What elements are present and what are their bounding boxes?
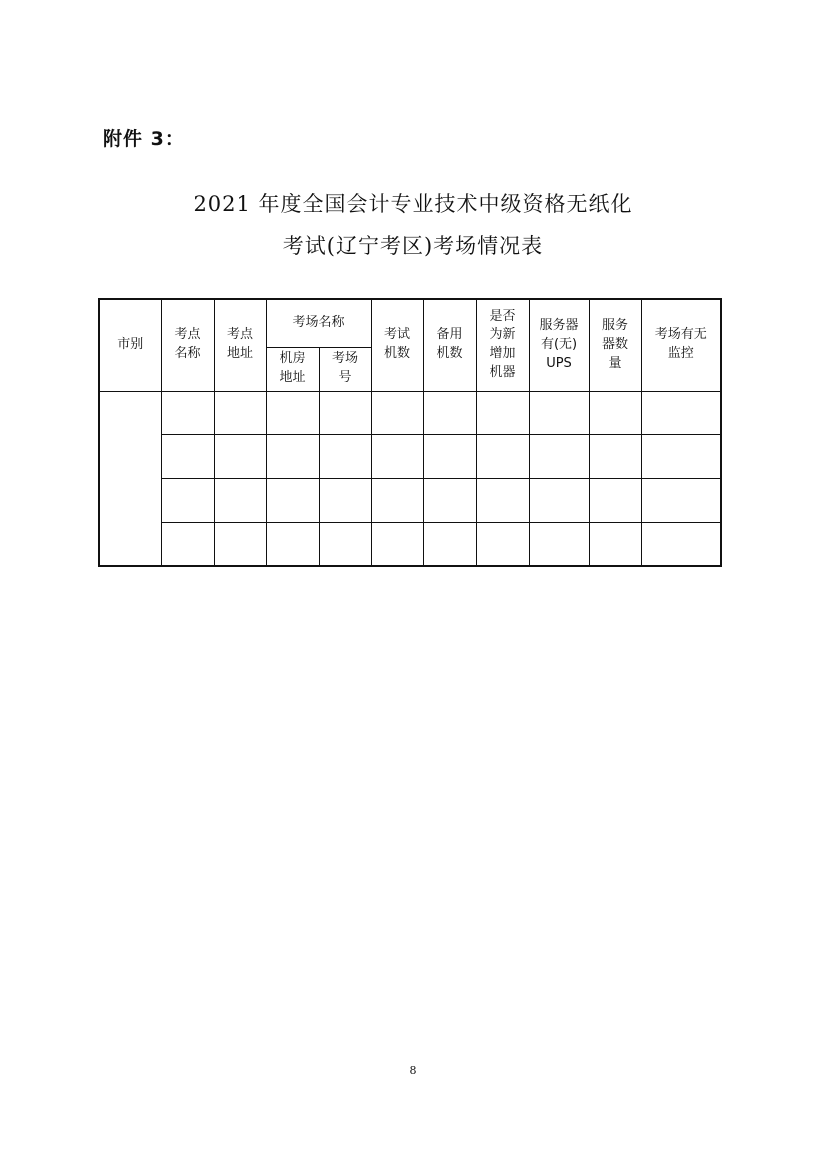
header-site-name: 考点 名称 (161, 299, 214, 391)
table-cell (589, 434, 641, 478)
table-cell (641, 434, 721, 478)
table-cell (214, 478, 266, 522)
table-cell (423, 522, 476, 566)
title-line-1: 2021 年度全国会计专业技术中级资格无纸化 (193, 192, 633, 216)
table-cell (161, 522, 214, 566)
table-cell (589, 478, 641, 522)
table-cell (266, 391, 319, 434)
header-monitoring: 考场有无 监控 (641, 299, 721, 391)
table-cell (641, 478, 721, 522)
table-cell (476, 478, 529, 522)
table-cell (423, 478, 476, 522)
table-cell (641, 522, 721, 566)
table-row (99, 522, 721, 566)
title-line-2: 考试(辽宁考区)考场情况表 (282, 234, 544, 258)
header-new-machines: 是否 为新 增加 机器 (476, 299, 529, 391)
table-cell (529, 478, 589, 522)
table-row (99, 434, 721, 478)
table-cell (423, 391, 476, 434)
table-cell (214, 391, 266, 434)
header-server-count: 服务 器数 量 (589, 299, 641, 391)
table-row (99, 478, 721, 522)
table-cell (214, 434, 266, 478)
table-cell (371, 434, 423, 478)
header-server-ups: 服务器 有(无) UPS (529, 299, 589, 391)
header-room-no: 考场 号 (319, 347, 371, 391)
header-room-name: 考场名称 (266, 299, 371, 347)
table-cell (319, 478, 371, 522)
table-cell (161, 391, 214, 434)
table-cell (371, 478, 423, 522)
table-cell (529, 522, 589, 566)
page-number: 8 (409, 1064, 417, 1077)
header-city: 市别 (99, 299, 161, 391)
table-cell (476, 434, 529, 478)
table-cell (641, 391, 721, 434)
header-lab-address: 机房 地址 (266, 347, 319, 391)
table-cell (161, 434, 214, 478)
table-cell (266, 434, 319, 478)
table-cell (589, 391, 641, 434)
table-cell (423, 434, 476, 478)
table-cell (161, 478, 214, 522)
attachment-label: 附件 3： (103, 128, 185, 150)
table-cell (371, 391, 423, 434)
table-cell (529, 434, 589, 478)
table-cell (529, 391, 589, 434)
table-cell (266, 522, 319, 566)
table-cell (319, 522, 371, 566)
table-cell (319, 391, 371, 434)
table-cell (371, 522, 423, 566)
table-cell (476, 391, 529, 434)
table-cell (266, 478, 319, 522)
header-site-address: 考点 地址 (214, 299, 266, 391)
city-cell (99, 391, 161, 566)
table-cell (319, 434, 371, 478)
table-cell (214, 522, 266, 566)
table-cell (589, 522, 641, 566)
exam-room-table (98, 298, 722, 567)
header-exam-machines: 考试 机数 (371, 299, 423, 391)
table-row (99, 391, 721, 434)
header-spare-machines: 备用 机数 (423, 299, 476, 391)
table-cell (476, 522, 529, 566)
